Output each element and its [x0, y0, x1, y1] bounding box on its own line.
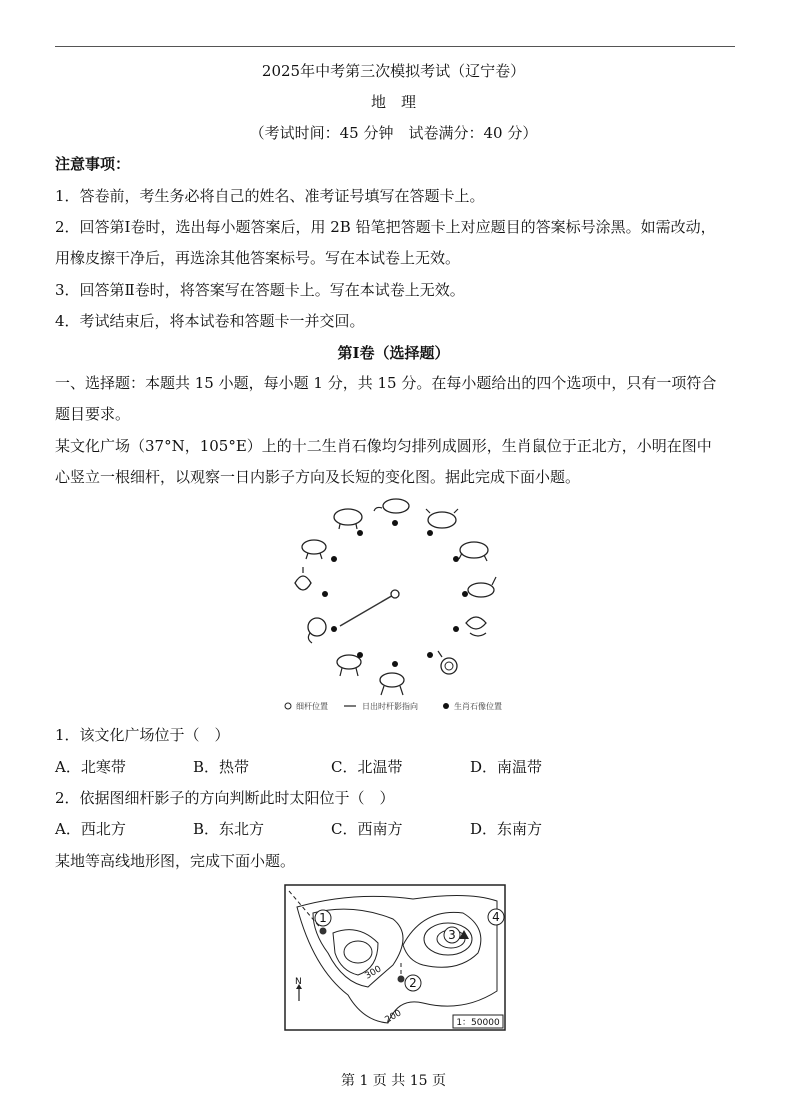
map-frame — [285, 885, 505, 1030]
question-stem-1: 某文化广场（37°N，105°E）上的十二生肖石像均匀排列成圆形，生肖鼠位于正北方，小明在图中 — [55, 437, 712, 455]
notice-item-2-cont: 用橡皮擦干净后，再选涂其他答案标号。写在本试卷上无效。 — [55, 249, 461, 267]
dog-statue — [302, 540, 326, 559]
point-1-label: 1 — [319, 911, 327, 925]
statue-dot-sse — [427, 652, 433, 658]
question-stem-2: 某地等高线地形图，完成下面小题。 — [55, 852, 296, 870]
section-instructions-cont: 题目要求。 — [55, 405, 131, 423]
figure-legend — [285, 701, 502, 711]
contour-label-200: 200 — [383, 1008, 404, 1026]
statue-dot-wnw — [331, 556, 337, 562]
header-rule — [55, 46, 735, 47]
statue-dot-wsw — [331, 626, 337, 632]
statue-dot-ene — [453, 556, 459, 562]
contour-map — [283, 883, 508, 1033]
exam-title: 2025年中考第三次模拟考试（辽宁卷） — [261, 62, 526, 80]
scale-label: 1：50000 — [456, 1018, 500, 1028]
notice-item-3: 3．回答第Ⅱ卷时，将答案写在答题卡上。写在本试卷上无效。 — [55, 281, 465, 299]
notice-heading: 注意事项： — [55, 155, 131, 173]
statue-dot-nnw — [357, 530, 363, 536]
exam-time-info: （考试时间：45 分钟 试卷满分：40 分） — [249, 124, 538, 142]
legend-shadow-label: 日出时杆影指向 — [362, 702, 418, 711]
legend-statue-label: 生肖石像位置 — [454, 702, 502, 711]
north-label: N — [295, 977, 302, 987]
statue-dot-n — [392, 520, 398, 526]
sunrise-shadow-line — [340, 594, 395, 626]
legend-pole-icon — [285, 703, 291, 709]
pole-marker — [391, 590, 399, 598]
q2-option-a[interactable]: A．西北方 — [55, 820, 126, 838]
zodiac-figure — [270, 493, 520, 718]
q2-option-b[interactable]: B．东北方 — [193, 820, 265, 838]
ox-statue — [426, 509, 458, 528]
statue-dot-w — [322, 591, 328, 597]
statue-dot-s — [392, 661, 398, 667]
question-1-stem: 1．该文化广场位于（ ） — [55, 726, 230, 744]
notice-item-4: 4．考试结束后，将本试卷和答题卡一并交回。 — [55, 312, 365, 330]
point-2-label: 2 — [409, 976, 417, 990]
page-footer: 第 1 页 共 15 页 — [341, 1073, 446, 1089]
point-2-dot — [398, 976, 405, 983]
point-4-label: 4 — [492, 910, 500, 924]
q1-option-c[interactable]: C．北温带 — [331, 758, 403, 776]
question-2-stem: 2．依据图细杆影子的方向判断此时太阳位于（ ） — [55, 789, 395, 807]
snake-statue — [438, 651, 457, 674]
section-heading: 第Ⅰ卷（选择题） — [337, 344, 450, 362]
q2-option-c[interactable]: C．西南方 — [331, 820, 403, 838]
pig-statue — [334, 509, 362, 529]
point-1-dot — [320, 928, 327, 935]
statue-dot-nne — [427, 530, 433, 536]
legend-statue-icon — [443, 703, 449, 709]
q1-option-d[interactable]: D．南温带 — [470, 758, 543, 776]
subject-title: 地 理 — [370, 93, 416, 111]
horse-statue — [380, 673, 404, 695]
question-stem-1-cont: 心竖立一根细杆，以观察一日内影子方向及长短的变化图。据此完成下面小题。 — [55, 468, 581, 486]
q1-option-b[interactable]: B．热带 — [193, 758, 250, 776]
notice-item-2: 2．回答第Ⅰ卷时，选出每小题答案后，用 2B 铅笔把答题卡上对应题目的答案标号涂黑。如需改动， — [55, 218, 716, 236]
q2-option-d[interactable]: D．东南方 — [470, 820, 543, 838]
statue-dot-ssw — [357, 652, 363, 658]
section-instructions: 一、选择题：本题共 15 小题，每小题 1 分，共 15 分。在每小题给出的四个选项中，只有一项符合 — [55, 374, 717, 392]
rabbit-statue — [468, 577, 496, 597]
monkey-statue — [308, 618, 326, 643]
tiger-statue — [459, 542, 488, 561]
q1-option-a[interactable]: A．北寒带 — [55, 758, 126, 776]
dragon-statue — [466, 617, 486, 636]
notice-item-1: 1．答卷前，考生务必将自己的姓名、准考证号填写在答题卡上。 — [55, 187, 485, 205]
statue-dot-e — [462, 591, 468, 597]
statue-dot-ese — [453, 626, 459, 632]
rooster-statue — [295, 567, 311, 590]
legend-pole-label: 细杆位置 — [296, 702, 328, 711]
goat-statue — [337, 655, 361, 676]
point-3-label: 3 — [448, 928, 456, 942]
rat-statue — [374, 499, 409, 513]
contour-label-300: 300 — [363, 964, 384, 982]
